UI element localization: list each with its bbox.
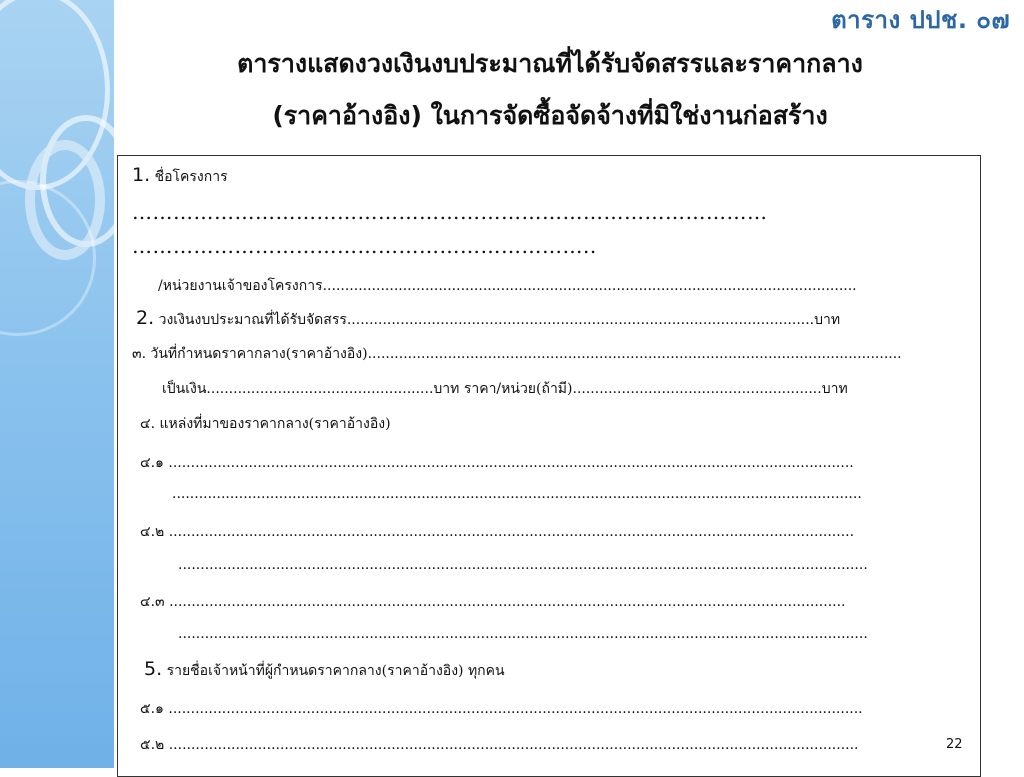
item3-line: ๓. วันที่กำหนดราคากลาง(ราคาอ้างอิง)........................................................................................................................: [132, 346, 902, 362]
item5-row: [144, 658, 505, 682]
agency-line: /หน่วยงานเจ้าของโครงการ........................................................................................................................: [158, 278, 857, 294]
decorative-side-panel: [0, 0, 114, 768]
item1-number: 1.: [132, 164, 151, 186]
project-name-line-1: …………………………………………………………………………………: [132, 200, 768, 224]
item4-heading: ๔. แหล่งที่มาของราคากลาง(ราคาอ้างอิง): [140, 416, 391, 432]
item5-number: 5.: [144, 658, 163, 680]
item4-3-line: ๔.๓ ........................................................................................................................................................: [140, 594, 846, 610]
item3-amount-line: เป็นเงิน...................................................บาท ราคา/หน่วย(ถ้ามี)........................................................บาท: [162, 381, 848, 397]
project-name-line-2: …………………………………………………………..: [132, 234, 597, 258]
item4-3-continuation: ...........................................................................................................................................................: [178, 626, 868, 642]
item1-label: ชื่อโครงการ: [154, 169, 228, 185]
item2-label: วงเงินงบประมาณที่ได้รับจัดสรร.........................................................................................................บาท: [158, 312, 841, 328]
item5-label: รายชื่อเจ้าหน้าที่ผู้กำหนดราคากลาง(ราคาอ้างอิง) ทุกคน: [166, 663, 505, 679]
item4-2-continuation: ...........................................................................................................................................................: [178, 557, 868, 573]
item5-2-line: ๕.๒ ...........................................................................................................................................................: [140, 737, 859, 753]
item2-number: 2.: [136, 307, 155, 329]
item2-row: [136, 307, 840, 331]
item4-1-line: ๔.๑ ..........................................................................................................................................................: [140, 455, 854, 471]
page-title-line-1: ตารางแสดงวงเงินงบประมาณที่ได้รับจัดสรรและราคากลาง: [237, 49, 863, 78]
form-code-badge: ตาราง ปปช. ๐๗: [831, 6, 1010, 34]
form-box: [117, 155, 981, 777]
page-title-line-2: (ราคาอ้างอิง) ในการจัดซื้อจัดจ้างที่มิใช่งานก่อสร้าง: [272, 101, 828, 130]
page-number: 22: [946, 737, 963, 752]
item5-1-line: ๕.๑ ............................................................................................................................................................: [140, 701, 863, 717]
item4-2-line: ๔.๒ ..........................................................................................................................................................: [140, 524, 855, 540]
item1-row: [132, 164, 228, 188]
item4-1-continuation: ...........................................................................................................................................................: [172, 486, 862, 502]
